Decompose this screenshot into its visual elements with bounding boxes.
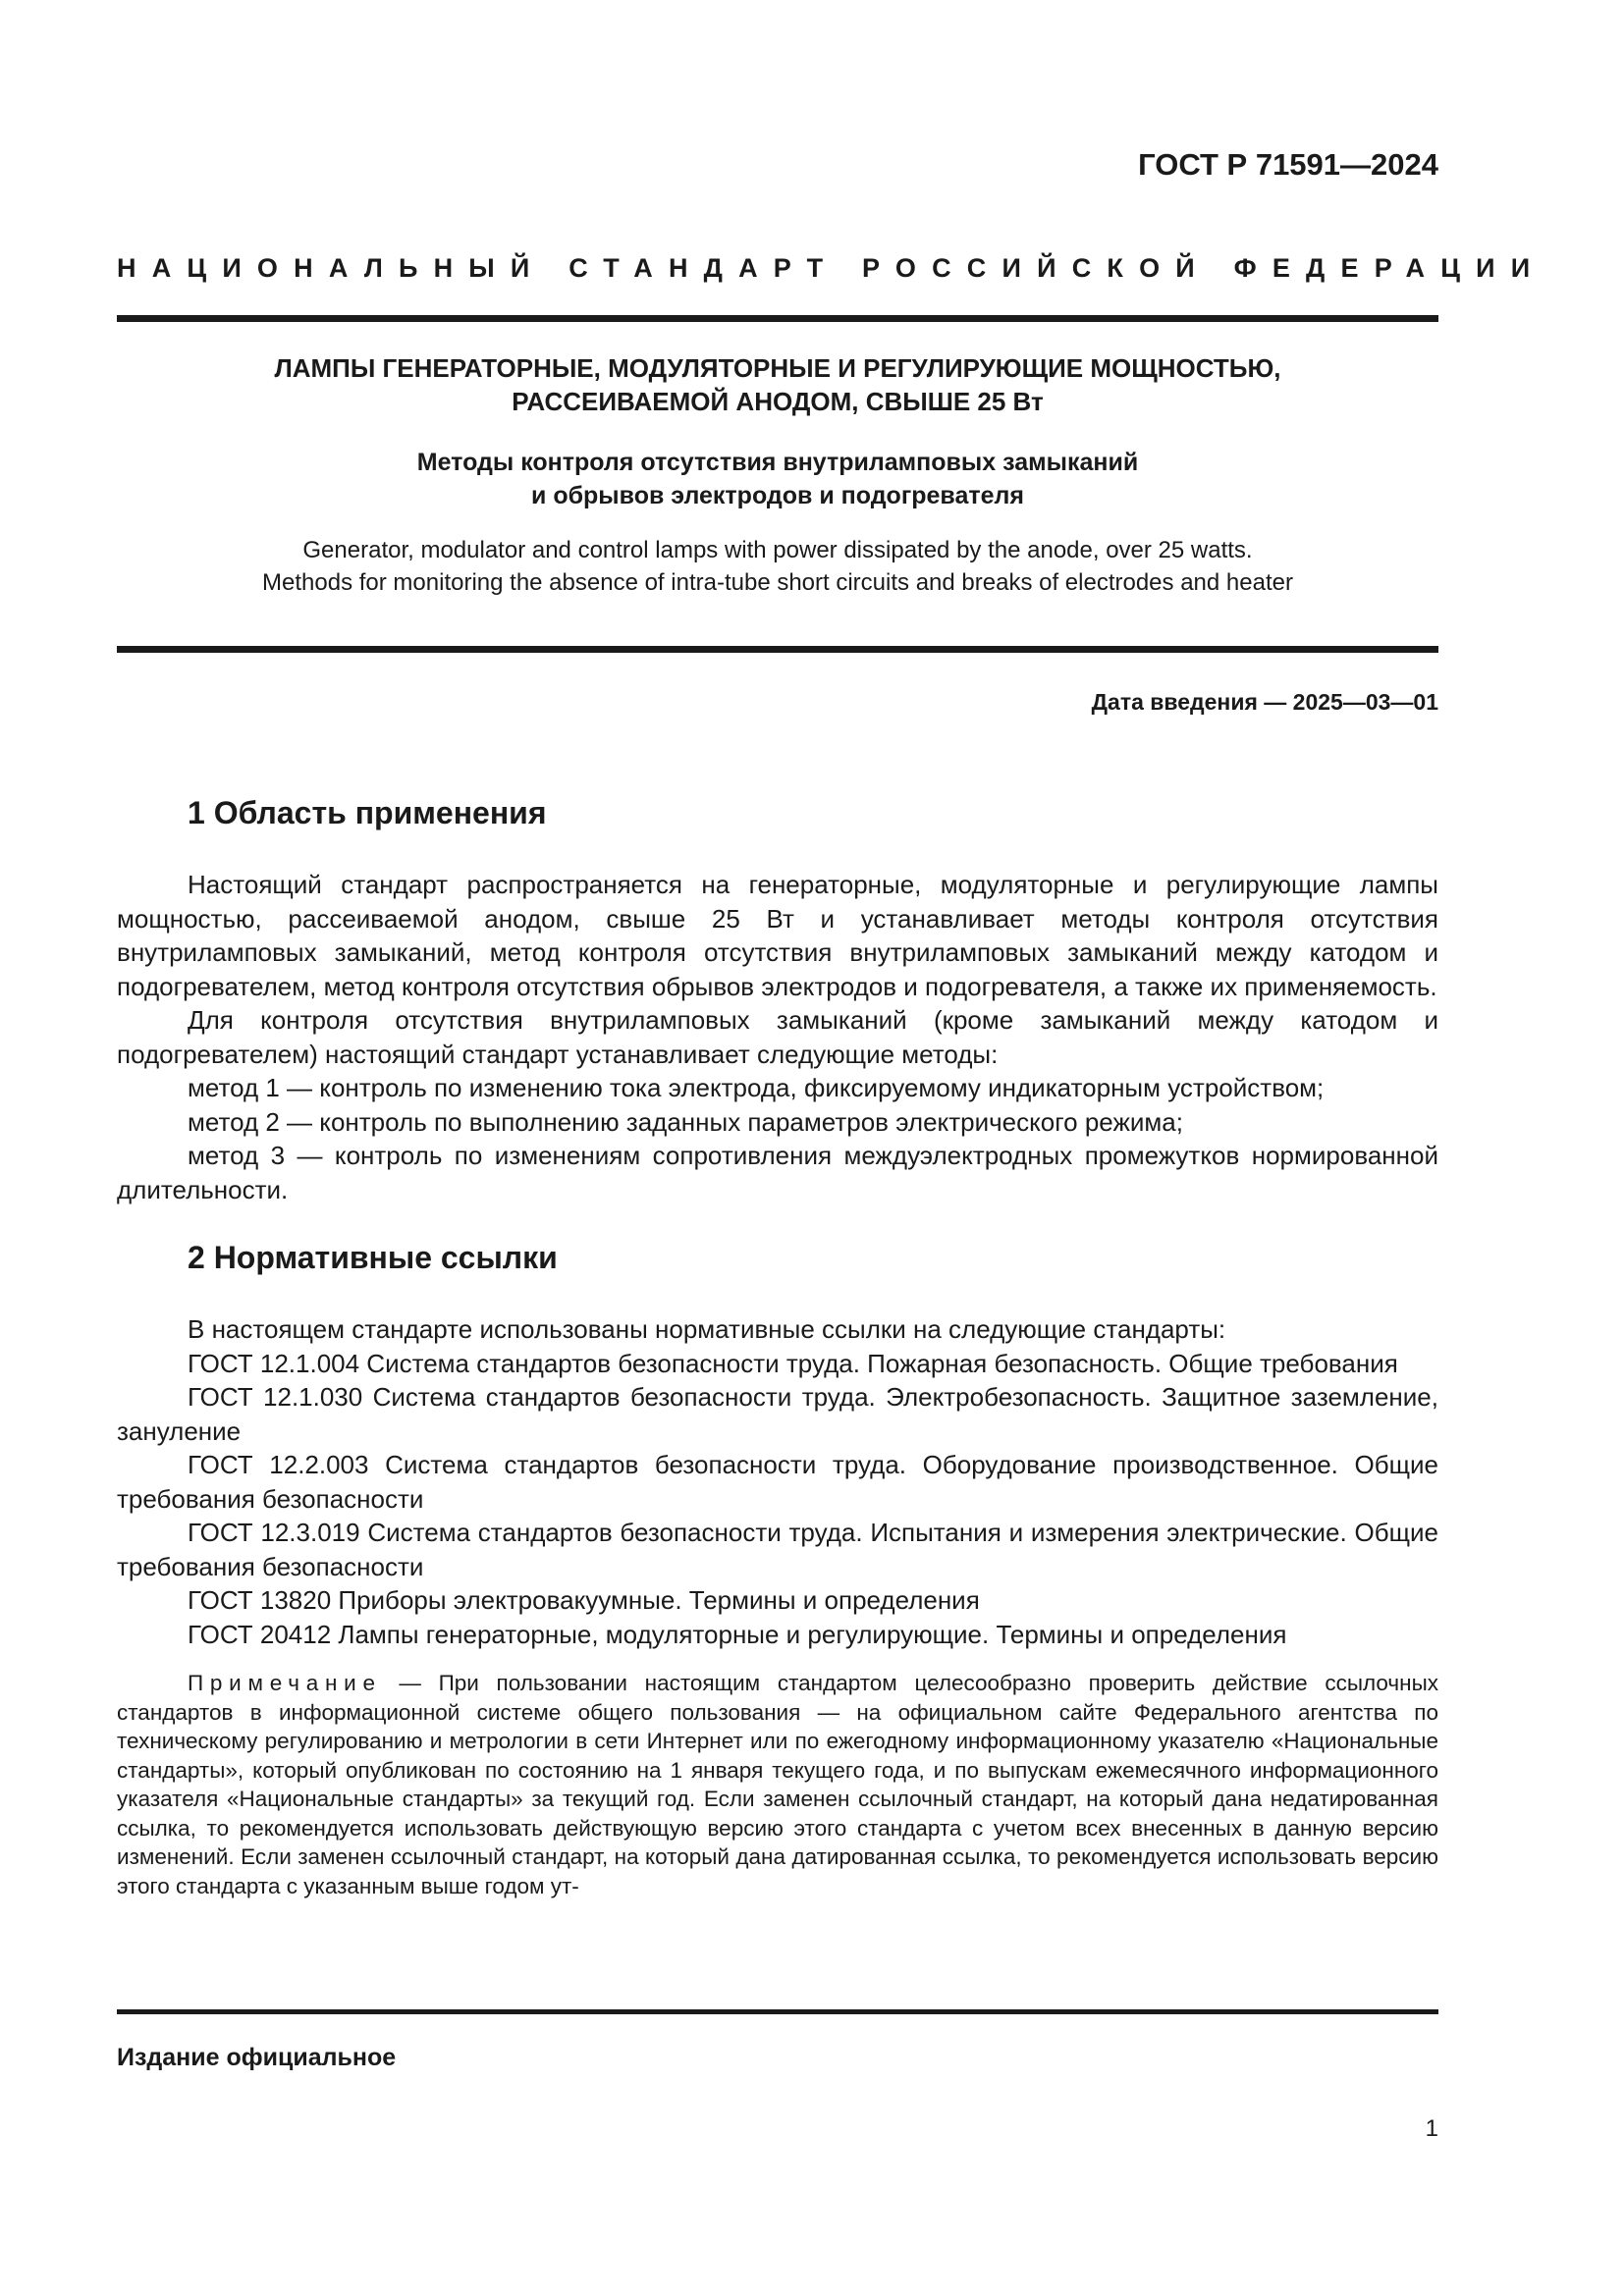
subtitle-line-2: и обрывов электродов и подогревателя bbox=[531, 482, 1024, 509]
title-rule bbox=[117, 646, 1438, 653]
document-body bbox=[117, 793, 1438, 1900]
title-line-1: ЛАМПЫ ГЕНЕРАТОРНЫЕ, МОДУЛЯТОРНЫЕ И РЕГУЛИРУЮЩИЕ МОЩНОСТЬЮ, bbox=[274, 353, 1281, 383]
introduction-date: Дата введения — 2025—03—01 bbox=[1091, 689, 1438, 715]
english-title bbox=[117, 534, 1438, 599]
reference-item: ГОСТ 20412 Лампы генераторные, модуляторные и регулирующие. Термины и определения bbox=[188, 1619, 1287, 1649]
standard-number: ГОСТ Р 71591—2024 bbox=[1138, 147, 1438, 182]
section-1-heading: 1 Область применения bbox=[188, 795, 547, 830]
method-1: метод 1 — контроль по изменению тока электрода, фиксируемому индикаторным устройством; bbox=[188, 1073, 1325, 1102]
reference-item: ГОСТ 13820 Приборы электровакуумные. Термины и определения bbox=[188, 1585, 980, 1615]
title-line-2: РАССЕИВАЕМОЙ АНОДОМ, СВЫШЕ 25 Вт bbox=[512, 387, 1044, 416]
document-subtitle bbox=[117, 446, 1438, 512]
english-title-line-2: Methods for monitoring the absence of intra-tube short circuits and breaks of electrodes and heater bbox=[262, 569, 1293, 596]
note-text: — При пользовании настоящим стандартом целесообразно проверить действие ссылочных стандартов в информационной системе общего пользования — на официальном сайте Федерального агентства по техническому регулированию и метрологии в сети Интернет или по ежегодному информационному указателю «Национальные стандарты», который опубликован по состоянию на 1 января текущего года, и по выпускам ежемесячного информационного указателя «Национальные стандарты» за текущий год. Если заменен ссылочный стандарт, на который дана недатированная ссылка, то рекомендуется использовать действующую версию этого стандарта с учетом всех внесенных в данную версию изменений. Если заменен ссылочный стандарт, на который дана датированная ссылка, то рекомендуется использовать версию этого стандарта с указанным выше годом ут- bbox=[117, 1671, 1438, 1898]
section-1-paragraph-2: Для контроля отсутствия внутриламповых замыканий (кроме замыканий между катодом и подогревателем) настоящий стандарт устанавливает следующие методы: bbox=[117, 1005, 1438, 1069]
note-label: Примечание bbox=[188, 1671, 382, 1695]
page-number: 1 bbox=[1425, 2115, 1438, 2142]
reference-item: ГОСТ 12.1.004 Система стандартов безопасности труда. Пожарная безопасность. Общие требования bbox=[188, 1348, 1398, 1378]
top-rule bbox=[117, 315, 1438, 322]
method-3: метод 3 — контроль по изменениям сопротивления междуэлектродных промежутков нормированной длительности. bbox=[117, 1141, 1438, 1204]
reference-item: ГОСТ 12.2.003 Система стандартов безопасности труда. Оборудование производственное. Общие требования безопасности bbox=[117, 1450, 1438, 1514]
method-2: метод 2 — контроль по выполнению заданных параметров электрического режима; bbox=[188, 1106, 1183, 1137]
reference-item: ГОСТ 12.1.030 Система стандартов безопасности труда. Электробезопасность. Защитное заземление, зануление bbox=[117, 1382, 1438, 1446]
section-2-heading: 2 Нормативные ссылки bbox=[188, 1240, 558, 1275]
document-title bbox=[117, 351, 1438, 418]
section-2-intro: В настоящем стандарте использованы нормативные ссылки на следующие стандарты: bbox=[188, 1314, 1226, 1344]
footer-rule bbox=[117, 2009, 1438, 2014]
title-block bbox=[117, 351, 1438, 599]
official-edition-label: Издание официальное bbox=[117, 2044, 397, 2071]
section-1-paragraph-1: Настоящий стандарт распространяется на генераторные, модуляторные и регулирующие лампы мощностью, рассеиваемой анодом, свыше 25 Вт и устанавливает методы контроля отсутствия внутриламповых замыканий, метод контроля отсутствия внутриламповых замыканий между катодом и подогревателем, метод контроля отсутствия обрывов электродов и подогревателя, а также их применяемость. bbox=[117, 870, 1438, 1001]
reference-item: ГОСТ 12.3.019 Система стандартов безопасности труда. Испытания и измерения электрические. Общие требования безопасности bbox=[117, 1518, 1438, 1581]
national-standard-banner: НАЦИОНАЛЬНЫЙ СТАНДАРТ РОССИЙСКОЙ ФЕДЕРАЦИИ bbox=[117, 253, 1546, 283]
subtitle-line-1: Методы контроля отсутствия внутриламповых замыканий bbox=[416, 449, 1139, 476]
note-paragraph bbox=[117, 1669, 1438, 1900]
english-title-line-1: Generator, modulator and control lamps with power dissipated by the anode, over 25 watts. bbox=[302, 537, 1253, 563]
